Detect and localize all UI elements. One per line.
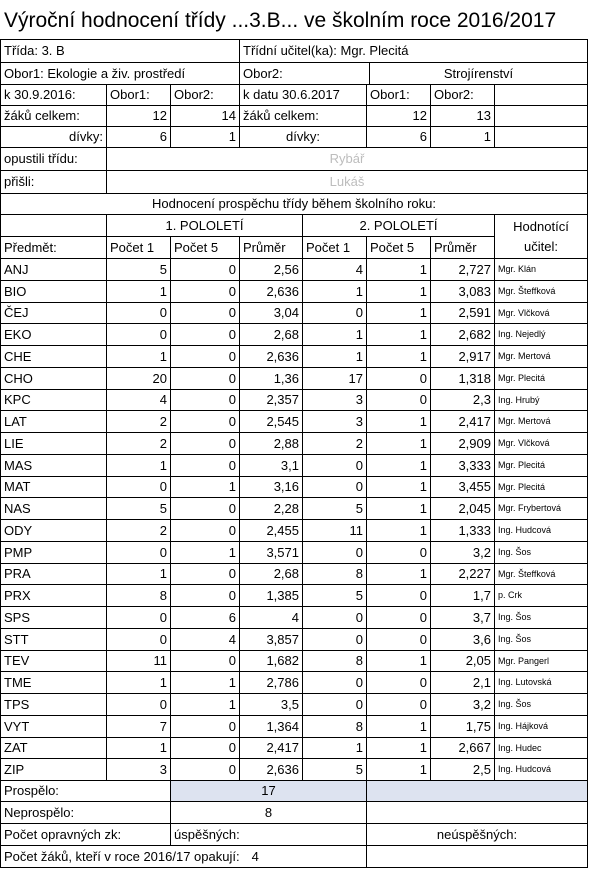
subject-name: TPS xyxy=(0,693,106,715)
teacher-name: Ing. Hudcová xyxy=(494,758,587,780)
start-field1-header: Obor1: xyxy=(106,84,170,105)
repeating-students-label: Počet žáků, kteří v roce 2016/17 opakují: xyxy=(4,849,240,864)
sem1-average: 2,455 xyxy=(239,519,302,541)
subject-name: EKO xyxy=(0,323,106,345)
subject-name: BIO xyxy=(0,280,106,302)
sem2-count1: 1 xyxy=(302,280,366,302)
end-field1-header: Obor1: xyxy=(366,84,430,105)
sem2-average: 2,917 xyxy=(430,345,494,367)
teacher-name: Ing. Nejedlý xyxy=(494,323,587,345)
sem1-average-header: Průměr xyxy=(239,236,302,258)
sem1-count5: 6 xyxy=(170,606,239,628)
start-students-field1: 12 xyxy=(106,105,170,126)
sem1-count1: 20 xyxy=(106,367,170,389)
sem2-average: 2,5 xyxy=(430,758,494,780)
semester2-header: 2. POLOLETÍ xyxy=(302,214,494,236)
sem1-count5: 0 xyxy=(170,258,239,280)
subject-name: LIE xyxy=(0,432,106,454)
start-students-field2: 14 xyxy=(170,105,239,126)
start-students-label: žáků celkem: xyxy=(0,105,106,126)
sem1-count1: 0 xyxy=(106,693,170,715)
sem1-count5: 0 xyxy=(170,410,239,432)
sem1-count5: 1 xyxy=(170,671,239,693)
sem1-count5: 0 xyxy=(170,280,239,302)
subject-name: PMP xyxy=(0,541,106,563)
class-teacher: Třídní učitel(ka): Mgr. Plecitá xyxy=(239,39,587,62)
sem2-average: 3,6 xyxy=(430,628,494,650)
left-class-label: opustili třídu: xyxy=(0,147,106,170)
sem1-count5: 0 xyxy=(170,737,239,758)
sem2-average: 2,05 xyxy=(430,650,494,671)
sem2-average: 3,7 xyxy=(430,606,494,628)
sem2-count5: 1 xyxy=(366,323,430,345)
sem2-count1: 11 xyxy=(302,519,366,541)
sem2-average: 2,3 xyxy=(430,389,494,410)
teacher-name: Ing. Hrubý xyxy=(494,389,587,410)
teacher-name: Mgr. Vlčková xyxy=(494,302,587,323)
sem2-count5: 1 xyxy=(366,258,430,280)
sem2-average: 3,333 xyxy=(430,454,494,476)
sem2-count5: 0 xyxy=(366,584,430,606)
sem2-average: 1,75 xyxy=(430,715,494,737)
teacher-name: Ing. Hudec xyxy=(494,737,587,758)
sem2-count1-header: Počet 1 xyxy=(302,236,366,258)
joined-label: přišli: xyxy=(0,170,106,193)
sem2-count1: 0 xyxy=(302,476,366,497)
start-field2-header: Obor2: xyxy=(170,84,239,105)
field2-value: Strojírenství xyxy=(369,62,587,84)
end-girls-label: dívky: xyxy=(239,126,366,147)
sem1-average: 3,5 xyxy=(239,693,302,715)
subject-name: KPC xyxy=(0,389,106,410)
sem1-count5-header: Počet 5 xyxy=(170,236,239,258)
sem2-count1: 8 xyxy=(302,715,366,737)
sem1-count1: 0 xyxy=(106,628,170,650)
teacher-name: Mgr. Plecitá xyxy=(494,476,587,497)
repeating-extra xyxy=(366,845,587,867)
sem1-count1: 0 xyxy=(106,606,170,628)
failed-extra xyxy=(366,801,587,823)
subject-name: PRX xyxy=(0,584,106,606)
sem2-count1: 1 xyxy=(302,737,366,758)
report-title: Výroční hodnocení třídy ...3.B... ve školním roce 2016/2017 xyxy=(4,9,557,32)
subject-name: MAT xyxy=(0,476,106,497)
sem1-average: 2,56 xyxy=(239,258,302,280)
teacher-header xyxy=(494,214,587,258)
sem1-count5: 0 xyxy=(170,650,239,671)
empty-cell xyxy=(494,126,587,147)
sem2-average-header: Průměr xyxy=(430,236,494,258)
end-date-label: k datu 30.6.2017 xyxy=(239,84,366,105)
sem1-count1: 8 xyxy=(106,584,170,606)
sem1-average: 2,636 xyxy=(239,758,302,780)
sem1-count1: 0 xyxy=(106,541,170,563)
subject-name: VYT xyxy=(0,715,106,737)
sem2-count5: 0 xyxy=(366,389,430,410)
sem1-count5: 4 xyxy=(170,628,239,650)
passed-extra xyxy=(366,780,587,801)
sem1-average: 2,636 xyxy=(239,280,302,302)
subject-name: MAS xyxy=(0,454,106,476)
sem2-count5: 0 xyxy=(366,628,430,650)
sem1-average: 2,545 xyxy=(239,410,302,432)
teacher-name: Mgr. Vlčková xyxy=(494,432,587,454)
sem2-average: 1,7 xyxy=(430,584,494,606)
empty-cell xyxy=(494,105,587,126)
grid-line xyxy=(0,39,588,40)
sem2-average: 3,455 xyxy=(430,476,494,497)
sem1-count5: 0 xyxy=(170,519,239,541)
sem2-count5: 1 xyxy=(366,476,430,497)
teacher-name: Mgr. Plecitá xyxy=(494,367,587,389)
sem1-count1: 1 xyxy=(106,563,170,584)
teacher-name: p. Crk xyxy=(494,584,587,606)
subject-name: CHO xyxy=(0,367,106,389)
teacher-name: Ing. Šos xyxy=(494,693,587,715)
sem1-count1: 2 xyxy=(106,432,170,454)
sem1-count1: 5 xyxy=(106,258,170,280)
sem1-average: 1,682 xyxy=(239,650,302,671)
subject-name: NAS xyxy=(0,497,106,519)
sem2-count5: 1 xyxy=(366,715,430,737)
sem1-average: 1,36 xyxy=(239,367,302,389)
sem2-count5: 1 xyxy=(366,650,430,671)
subject-name: ČEJ xyxy=(0,302,106,323)
sem2-count5: 1 xyxy=(366,432,430,454)
subject-name: TEV xyxy=(0,650,106,671)
sem1-average: 2,636 xyxy=(239,345,302,367)
sem1-average: 1,364 xyxy=(239,715,302,737)
sem1-count5: 0 xyxy=(170,302,239,323)
subject-name: CHE xyxy=(0,345,106,367)
sem2-average: 2,1 xyxy=(430,671,494,693)
subject-name: SPS xyxy=(0,606,106,628)
field2-label: Obor2: xyxy=(239,62,369,84)
subject-name: ODY xyxy=(0,519,106,541)
sem1-count5: 0 xyxy=(170,389,239,410)
sem1-count5: 0 xyxy=(170,454,239,476)
start-date-label: k 30.9.2016: xyxy=(0,84,106,105)
teacher-name: Ing. Hájková xyxy=(494,715,587,737)
sem2-count1: 0 xyxy=(302,693,366,715)
sem2-count5: 1 xyxy=(366,497,430,519)
sem2-count1: 0 xyxy=(302,302,366,323)
sem2-count1: 3 xyxy=(302,389,366,410)
sem1-average: 3,571 xyxy=(239,541,302,563)
joined-value: Lukáš xyxy=(106,170,587,193)
sem2-count1: 0 xyxy=(302,454,366,476)
sem2-count5: 1 xyxy=(366,563,430,584)
start-girls-label: dívky: xyxy=(0,126,106,147)
teacher-name: Mgr. Šteffková xyxy=(494,280,587,302)
sem2-average: 1,318 xyxy=(430,367,494,389)
sem1-count5: 0 xyxy=(170,758,239,780)
sem1-average: 2,28 xyxy=(239,497,302,519)
sem1-count5: 1 xyxy=(170,693,239,715)
sem1-count5: 0 xyxy=(170,345,239,367)
end-girls-field2: 1 xyxy=(430,126,494,147)
subject-name: PRA xyxy=(0,563,106,584)
sem1-average: 2,786 xyxy=(239,671,302,693)
sem2-count1: 0 xyxy=(302,606,366,628)
sem2-count5-header: Počet 5 xyxy=(366,236,430,258)
sem2-count5: 0 xyxy=(366,693,430,715)
teacher-name: Ing. Šos xyxy=(494,541,587,563)
sem1-count1: 11 xyxy=(106,650,170,671)
teacher-name: Mgr. Šteffková xyxy=(494,563,587,584)
teacher-name: Ing. Šos xyxy=(494,606,587,628)
end-field2-header: Obor2: xyxy=(430,84,494,105)
failed-value: 8 xyxy=(170,801,366,823)
sem2-count1: 5 xyxy=(302,497,366,519)
start-girls-field1: 6 xyxy=(106,126,170,147)
sem1-average: 2,68 xyxy=(239,563,302,584)
sem1-count5: 0 xyxy=(170,367,239,389)
subject-name: ANJ xyxy=(0,258,106,280)
teacher-name: Mgr. Plecitá xyxy=(494,454,587,476)
repeating-students-cell xyxy=(0,845,366,867)
sem1-count1: 1 xyxy=(106,454,170,476)
sem1-average: 2,417 xyxy=(239,737,302,758)
sem2-count1: 1 xyxy=(302,323,366,345)
end-girls-field1: 6 xyxy=(366,126,430,147)
start-girls-field2: 1 xyxy=(170,126,239,147)
retake-unsuccessful-label: neúspěšných: xyxy=(366,823,587,845)
grid-line xyxy=(587,39,588,867)
sem2-average: 1,333 xyxy=(430,519,494,541)
sem1-count1: 1 xyxy=(106,280,170,302)
sem2-count1: 5 xyxy=(302,584,366,606)
sem1-count1: 0 xyxy=(106,302,170,323)
grid-line xyxy=(0,867,588,868)
sem2-average: 3,083 xyxy=(430,280,494,302)
passed-label: Prospělo: xyxy=(0,780,170,801)
sem1-average: 2,68 xyxy=(239,323,302,345)
sem1-count5: 0 xyxy=(170,563,239,584)
sem2-count5: 1 xyxy=(366,519,430,541)
passed-value: 17 xyxy=(170,780,366,801)
sem2-average: 3,2 xyxy=(430,541,494,563)
sem1-average: 3,16 xyxy=(239,476,302,497)
sem1-count1: 2 xyxy=(106,519,170,541)
repeating-students-value: 4 xyxy=(251,849,259,864)
sem2-average: 2,417 xyxy=(430,410,494,432)
sem1-count1: 5 xyxy=(106,497,170,519)
sem1-count5: 0 xyxy=(170,584,239,606)
teacher-name: Mgr. Frybertová xyxy=(494,497,587,519)
sem2-count5: 0 xyxy=(366,671,430,693)
sem2-count1: 1 xyxy=(302,345,366,367)
sem1-count1: 7 xyxy=(106,715,170,737)
sem2-count1: 17 xyxy=(302,367,366,389)
sem2-count1: 2 xyxy=(302,432,366,454)
sem2-average: 2,045 xyxy=(430,497,494,519)
sem2-count1: 0 xyxy=(302,628,366,650)
teacher-header-line2: učitel: xyxy=(524,239,558,254)
sem2-count1: 0 xyxy=(302,671,366,693)
subject-name: LAT xyxy=(0,410,106,432)
sem2-average: 2,227 xyxy=(430,563,494,584)
sem2-count1: 8 xyxy=(302,650,366,671)
semester1-header: 1. POLOLETÍ xyxy=(106,214,302,236)
teacher-name: Mgr. Mertová xyxy=(494,410,587,432)
sem1-average: 1,385 xyxy=(239,584,302,606)
sem1-count5: 1 xyxy=(170,476,239,497)
sem2-average: 2,727 xyxy=(430,258,494,280)
sem1-count1: 0 xyxy=(106,476,170,497)
sem2-count5: 1 xyxy=(366,758,430,780)
sem1-count1: 4 xyxy=(106,389,170,410)
end-students-field1: 12 xyxy=(366,105,430,126)
teacher-name: Mgr. Pangerl xyxy=(494,650,587,671)
sem2-count5: 1 xyxy=(366,280,430,302)
sem1-average: 3,04 xyxy=(239,302,302,323)
sem2-average: 2,909 xyxy=(430,432,494,454)
sem2-count5: 1 xyxy=(366,302,430,323)
teacher-name: Mgr. Klán xyxy=(494,258,587,280)
subject-name: TME xyxy=(0,671,106,693)
sem1-count5: 0 xyxy=(170,497,239,519)
sem2-count5: 1 xyxy=(366,737,430,758)
sem1-count1-header: Počet 1 xyxy=(106,236,170,258)
sem2-count5: 0 xyxy=(366,367,430,389)
teacher-name: Ing. Lutovská xyxy=(494,671,587,693)
sem1-count1: 1 xyxy=(106,671,170,693)
sem1-count5: 0 xyxy=(170,432,239,454)
field1-label: Obor1: Ekologie a živ. prostředí xyxy=(0,62,239,84)
retake-exams-label: Počet opravných zk: xyxy=(0,823,170,845)
teacher-header-line1: Hodnotící xyxy=(513,219,569,234)
sem1-count1: 2 xyxy=(106,410,170,432)
end-students-field2: 13 xyxy=(430,105,494,126)
sem2-count1: 8 xyxy=(302,563,366,584)
sem2-count5: 0 xyxy=(366,606,430,628)
teacher-name: Mgr. Mertová xyxy=(494,345,587,367)
sem1-average: 4 xyxy=(239,606,302,628)
class-label: Třída: 3. B xyxy=(0,39,239,62)
sem1-average: 2,357 xyxy=(239,389,302,410)
subject-name: STT xyxy=(0,628,106,650)
sem2-average: 2,682 xyxy=(430,323,494,345)
sem2-average: 2,591 xyxy=(430,302,494,323)
sem2-count1: 5 xyxy=(302,758,366,780)
sem1-average: 3,857 xyxy=(239,628,302,650)
empty-cell xyxy=(494,84,587,105)
sem1-average: 3,1 xyxy=(239,454,302,476)
sem1-average: 2,88 xyxy=(239,432,302,454)
sem2-count5: 1 xyxy=(366,454,430,476)
sem2-count1: 4 xyxy=(302,258,366,280)
sem1-count1: 1 xyxy=(106,345,170,367)
sem1-count5: 0 xyxy=(170,323,239,345)
end-students-label: žáků celkem: xyxy=(239,105,366,126)
teacher-name: Ing. Hudcová xyxy=(494,519,587,541)
sem1-count1: 3 xyxy=(106,758,170,780)
subject-name: ZAT xyxy=(0,737,106,758)
teacher-name: Ing. Šos xyxy=(494,628,587,650)
subject-name: ZIP xyxy=(0,758,106,780)
sem2-average: 3,2 xyxy=(430,693,494,715)
sem2-count5: 1 xyxy=(366,410,430,432)
sem2-average: 2,667 xyxy=(430,737,494,758)
sem1-count5: 0 xyxy=(170,715,239,737)
grades-section-title: Hodnocení prospěchu třídy během školního roku: xyxy=(0,193,587,214)
sem1-count5: 1 xyxy=(170,541,239,563)
sem2-count1: 3 xyxy=(302,410,366,432)
sem1-count1: 0 xyxy=(106,323,170,345)
subject-header: Předmět: xyxy=(0,236,106,258)
retake-successful-label: úspěšných: xyxy=(170,823,366,845)
sem2-count1: 0 xyxy=(302,541,366,563)
sem2-count5: 1 xyxy=(366,345,430,367)
sem2-count5: 0 xyxy=(366,541,430,563)
failed-label: Neprospělo: xyxy=(0,801,170,823)
left-class-value: Rybář xyxy=(106,147,587,170)
sem1-count1: 1 xyxy=(106,737,170,758)
